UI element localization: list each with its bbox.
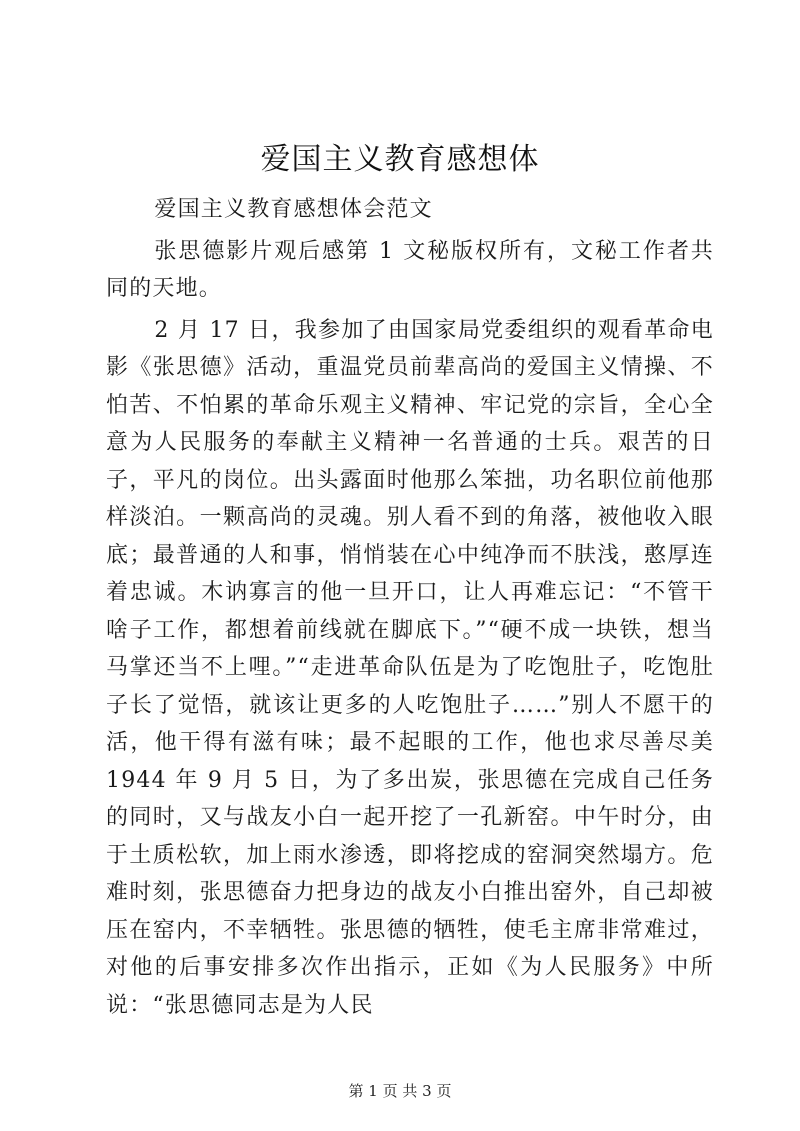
- document-body: [106, 191, 714, 1028]
- paragraph-main: 2 月 17 日，我参加了由国家局党委组织的观看革命电影《张思德》活动，重温党员前辈高尚的爱国主义情操、不怕苦、不怕累的革命乐观主义精神、牢记党的宗旨，全心全意为人民服务的奉献主义精神一名普通的士兵。艰苦的日子，平凡的岗位。出头露面时他那么笨拙，功名职位前他那样淡泊。一颗高尚的灵魂。别人看不到的角落，被他收入眼底；最普通的人和事，悄悄装在心中纯净而不肤浅，憨厚连着忠诚。木讷寡言的他一旦开口，让人再难忘记：“不管干啥子工作，都想着前线就在脚底下。”“硬不成一块铁，想当马掌还当不上哩。”“走进革命队伍是为了吃饱肚子，吃饱肚子长了觉悟，就该让更多的人吃饱肚子……”别人不愿干的活，他干得有滋有味；最不起眼的工作，他也求尽善尽美 1944 年 9 月 5 日，为了多出炭，张思德在完成自己任务的同时，又与战友小白一起开挖了一孔新窑。中午时分，由于土质松软，加上雨水渗透，即将挖成的窑洞突然塌方。危难时刻，张思德奋力把身边的战友小白推出窑外，自己却被压在窑内，不幸牺牲。张思德的牺牲，使毛主席非常难过，对他的后事安排多次作出指示，正如《为人民服务》中所说：“张思德同志是为人民: [106, 317, 714, 1018]
- document-title: 爱国主义教育感想体: [260, 142, 540, 177]
- page-footer: [0, 1081, 800, 1101]
- paragraph-source: 张思德影片观后感第 1 文秘版权所有，文秘工作者共同的天地。: [106, 238, 714, 301]
- page-number-label: 第 1 页 共 3 页: [348, 1082, 452, 1100]
- paragraph-subtitle: 爱国主义教育感想体会范文: [154, 197, 433, 222]
